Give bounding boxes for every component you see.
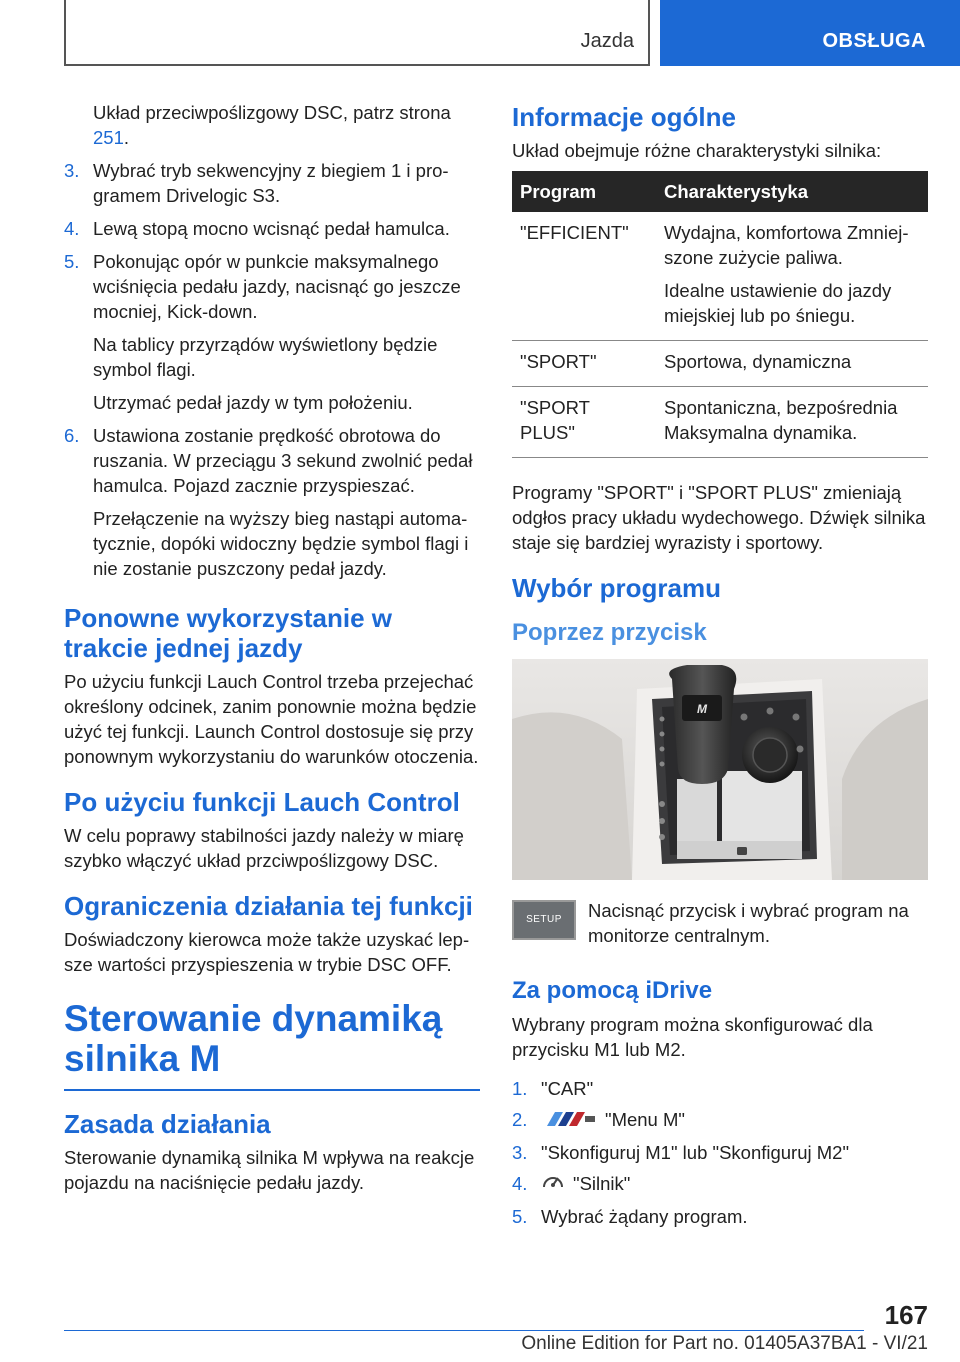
limits-heading: Ograniczenia działania tej funkcji bbox=[64, 891, 473, 921]
list-number: 4. bbox=[512, 1172, 528, 1194]
dsc-reference: Układ przeciwpoślizgowy DSC, patrz strona 251. bbox=[93, 102, 451, 148]
program-cell: "SPORT PLUS" bbox=[512, 387, 656, 458]
idrive-text: Wybrany program można skonfigurować dla przycisku M1 lub M2. bbox=[512, 1014, 873, 1060]
column-header-program: Program bbox=[512, 171, 656, 212]
list-number: 3. bbox=[64, 160, 80, 181]
table-header-row bbox=[512, 171, 928, 212]
list-item: 5. Pokonując opór w punkcie maksymalnego wciśnięcia pedału jazdy, nacisnąć go jeszcze mocniej, Kick-down. bbox=[64, 251, 461, 322]
list-item: 2. "Menu M" bbox=[512, 1107, 928, 1134]
header-chapter-tab[interactable] bbox=[660, 0, 960, 66]
list-item: 3. "Skonfiguruj M1" lub "Skonfiguruj M2" bbox=[512, 1141, 850, 1163]
list-number: 1. bbox=[512, 1078, 528, 1099]
after-text: W celu poprawy stabilności jazdy należy w miarę szybko włączyć układ przciwpoślizgowy DSC. bbox=[64, 825, 464, 871]
list-number: 5. bbox=[512, 1205, 528, 1227]
list-number: 4. bbox=[64, 218, 80, 239]
table-row bbox=[512, 212, 928, 341]
description-cell: Spontaniczna, bezpośrednia Maksymalna dynamika. bbox=[656, 387, 928, 458]
general-heading: Informacje ogólne bbox=[512, 102, 736, 132]
select-heading: Wybór programu bbox=[512, 573, 721, 603]
limits-text: Doświadczony kierowca może także uzyskać lepsze wartości przyspieszenia w trybie DSC OFF. bbox=[64, 929, 470, 975]
center-console-illustration bbox=[512, 659, 928, 880]
m-menu-icon bbox=[541, 1109, 597, 1134]
list-number: 2. bbox=[512, 1109, 528, 1130]
table-row bbox=[512, 387, 928, 458]
m-badge-text: M bbox=[697, 702, 707, 716]
page-number: 167 bbox=[884, 1300, 928, 1330]
reuse-text: Po użyciu funkcji Lauch Control trzeba przejechać określony odcinek, zanim ponownie można będzie użyć tej funkcji. Launch Control dostosuje się przy ponownym wykorzystaniu do warunków otoczenia. bbox=[64, 671, 479, 767]
programs-text: Programy "SPORT" i "SPORT PLUS" zmieniają odgłos pracy układu wydechowego. Dźwięk silnika staje się bardziej wyrazisty i sportowy. bbox=[512, 482, 926, 553]
general-intro: Układ obejmuje różne charakterystyki silnika: bbox=[512, 140, 882, 161]
after-heading: Po użyciu funkcji Lauch Control bbox=[64, 787, 460, 817]
table-row bbox=[512, 341, 928, 387]
header-section-title: Jazda bbox=[580, 30, 634, 52]
idrive-heading: Za pomocą iDrive bbox=[512, 977, 713, 1004]
footer-rule bbox=[64, 1330, 864, 1331]
program-table bbox=[512, 171, 928, 458]
left-column bbox=[64, 100, 480, 1203]
right-column bbox=[512, 100, 928, 1235]
setup-button-icon: SETUP bbox=[512, 900, 576, 940]
description-cell: Wydajna, komfortowa Zmniejszone zużycie paliwa. Idealne ustawienie do jazdy miejskiej lub po śniegu. bbox=[656, 212, 928, 341]
list-item: 1. "CAR" bbox=[512, 1078, 594, 1099]
engine-gauge-icon bbox=[541, 1172, 565, 1198]
list-item: 3. Wybrać tryb sekwencyjny z biegiem 1 i programem Drivelogic S3. bbox=[64, 160, 449, 206]
header-chapter-title: OBSŁUGA bbox=[822, 30, 926, 52]
setup-instruction bbox=[512, 898, 928, 950]
step-note: Przełączenie na wyższy bieg nastąpi automatycznie, dopóki widoczny będzie symbol flagi i nie zostanie puszczony pedał jazdy. bbox=[93, 508, 469, 579]
list-item: 6. Ustawiona zostanie prędkość obrotowa do ruszania. W przeciągu 3 sekund zwolnić pedał hamulca. Pojazd zacznie przyspieszać. bbox=[64, 425, 473, 496]
step-note: Na tablicy przyrządów wyświetlony będzie symbol flagi. bbox=[93, 334, 438, 380]
description-cell: Sportowa, dynamiczna bbox=[656, 341, 928, 387]
list-item: 4. Lewą stopą mocno wcisnąć pedał hamulca. bbox=[64, 218, 450, 239]
footer-edition: Online Edition for Part no. 01405A37BA1 - VI/21 bbox=[521, 1333, 928, 1354]
header-section-box bbox=[64, 0, 650, 66]
reuse-heading: Ponowne wykorzystanie w trakcie jednej jazdy bbox=[64, 603, 392, 663]
center-console-photo bbox=[512, 659, 928, 880]
column-header-characteristic: Charakterystyka bbox=[656, 171, 928, 212]
page-link-251[interactable]: 251 bbox=[93, 127, 124, 148]
button-heading: Poprzez przycisk bbox=[512, 619, 707, 646]
list-number: 5. bbox=[64, 251, 80, 272]
principle-text: Sterowanie dynamiką silnika M wpływa na reakcje pojazdu na naciśnięcie pedału jazdy. bbox=[64, 1147, 475, 1193]
step-note: Utrzymać pedał jazdy w tym położeniu. bbox=[93, 392, 413, 413]
list-item: 4. "Silnik" bbox=[512, 1171, 928, 1198]
program-cell: "SPORT" bbox=[512, 341, 656, 387]
list-number: 6. bbox=[64, 425, 80, 446]
principle-heading: Zasada działania bbox=[64, 1109, 271, 1139]
heading-rule bbox=[64, 1089, 480, 1091]
list-item: 5. Wybrać żądany program. bbox=[512, 1205, 748, 1227]
program-cell: "EFFICIENT" bbox=[512, 212, 656, 341]
setup-text: Nacisnąć przycisk i wybrać program na monitorze centralnym. bbox=[588, 900, 909, 946]
main-section-heading: Sterowanie dynamiką silnika M bbox=[64, 998, 443, 1079]
list-number: 3. bbox=[512, 1141, 528, 1163]
